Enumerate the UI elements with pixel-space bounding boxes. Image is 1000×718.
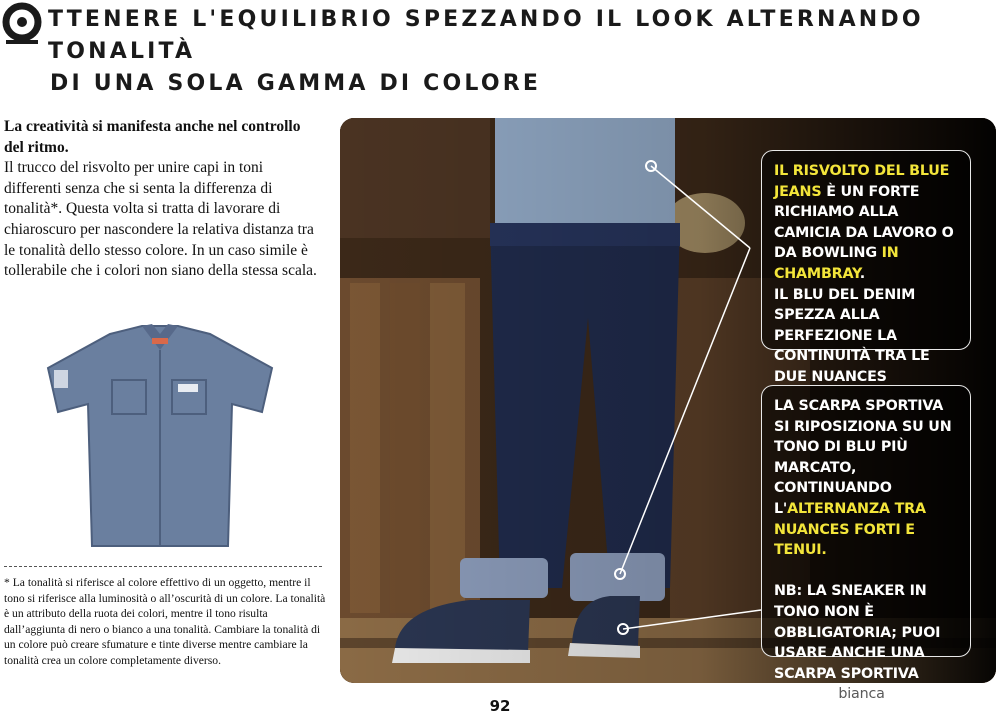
dropcap-o-icon [2,2,46,46]
callout-top-text-3: IL BLU DEL DENIM SPEZZA ALLA PERFEZIONE LA CONTINUITÀ TRA LE DUE NUANCES [774,286,930,385]
intro-body: Il trucco del risvolto per unire capi in toni differenti senza che si senta la differenza di tonalità*. Questa volta si tratta di lavorare di chiaroscuro per nascondere la relativa distanza tra le tonalità dello stesso colore. In un caso simile è tollerabile che i colori non siano della stessa scala. [4,159,317,280]
callout-bottom-faint-text: bianca [838,686,885,703]
intro-paragraph [4,117,322,282]
title-line-2: DI UNA SOLA GAMMA DI COLORE [50,71,542,96]
callout-bottom-highlight: ALTERNANZA TRA NUANCES FORTI E TENUI. [774,500,926,559]
footnote-text: * La tonalità si riferisce al colore effettivo di un oggetto, mentre il tono si riferisce alla luminosità o all’oscurità di un colore. La tonalità è un attributo della ruota dei colori, mentre il tono risulta dall’aggiunta di nero o bianco a una tonalità. Cambiare la tonalità di un colore può creare sfumature e tinte diverse mentre cambiare la tonalità crea un colore completamente diverso. [4,576,326,667]
intro-lead: La creatività si manifesta anche nel controllo del ritmo. [4,118,301,156]
callout-top-highlight-2: IN CHAMBRAY [774,245,899,282]
title-line-1: TTENERE L'EQUILIBRIO SPEZZANDO IL LOOK ALTERNANDO TONALITÀ [48,7,924,64]
page-number: 92 [489,697,511,715]
callout-box-sneaker [761,385,971,703]
callout-top-text-2: . [859,265,865,282]
callout-bottom-text-2: NB: LA SNEAKER IN TONO NON È OBBLIGATORIA; PUOI USARE ANCHE UNA SCARPA SPORTIVA BIANCA [774,583,941,703]
callout-top-highlight-1: IL RISVOLTO DEL BLUE JEANS [774,163,950,200]
page-title [48,4,948,100]
callout-box-jeans-cuff [761,150,971,385]
callout-bottom-text-1: LA SCARPA SPORTIVA SI RIPOSIZIONA SU UN TONO DI BLU PIÙ MARCATO, CONTINUANDO L' [774,398,952,517]
footnote-divider [4,566,322,567]
callout-top-text-1: È UN FORTE RICHIAMO ALLA CAMICIA DA LAVORO O DA BOWLING [774,183,954,262]
chambray-shirt-image [40,320,280,552]
